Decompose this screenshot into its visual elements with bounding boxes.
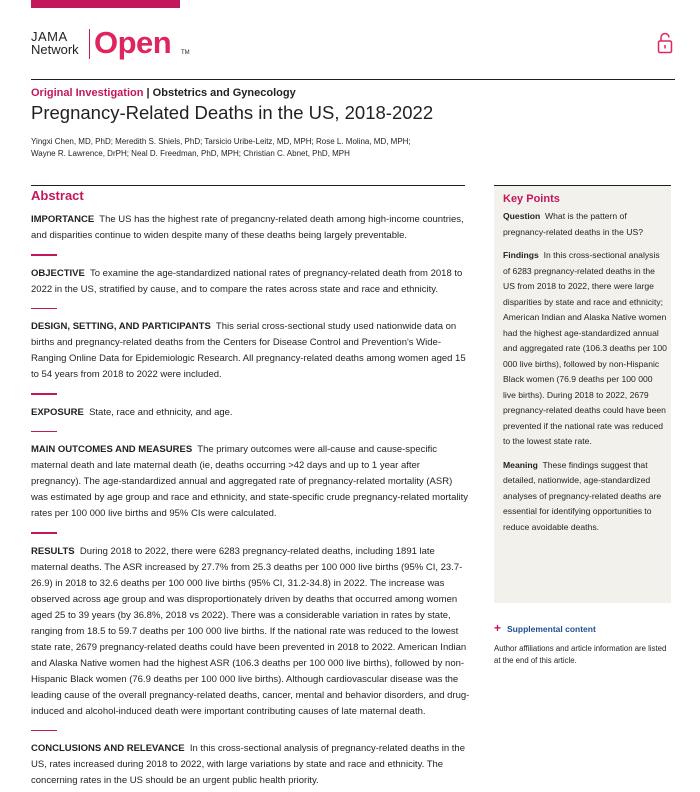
kicker-separator: | — [146, 87, 150, 99]
key-points-heading: Key Points — [503, 193, 560, 205]
section-text: During 2018 to 2022, there were 6283 pregnancy-related deaths, including 1891 late maternal deaths. The ASR increased by 27.7% from 25.3 deaths per 100 000 live births (95% CI, 23.7-26.9) in 2018 to 32.6 deaths per 100 000 live births (95% CI, 31.2-34.8) in 2022. The increase was observed across age group and was disproportionately driven by deaths that occurred among women aged 25 to 39 years (by 36.8%, 2018 vs 2022). There was a considerable variation in rates by state, ranging from 18.5 to 59.7 deaths per 100 000 live births. If the national rate was reduced to the lowest state rate, 2679 pregnancy-related deaths could have been prevented in 2018 to 2022. American Indian and Alaska Native women had the highest ASR (106.3 deaths per 100 000 live births), followed by non-Hispanic Black women (76.9 deaths per 100 000 live births). Although cardiovascular disease was the leading cause of the overall pregnancy-related deaths, cancer, mental and behavior disorders, and drug-induced and alcohol-induced death were important contributing causes of late maternal death. — [31, 545, 470, 717]
logo-network-text: Network — [31, 42, 79, 57]
section-label: EXPOSURE — [31, 406, 84, 418]
key-points-body — [503, 209, 667, 543]
section-text: The primary outcomes were all-cause and cause-specific maternal death and late maternal death (ie, deaths occurring >42 days and up to 1 year after pregnancy). The age-standardized annual and aggregated rate of pregnancy-related mortality (ASR) was estimated by age group and race and ethnicity, and state-specific crude pregnancy-related mortality rates per 100 000 live births and 95% CIs were calculated. — [31, 444, 469, 519]
key-point-label: Meaning — [503, 459, 538, 470]
section-text: State, race and ethnicity, and age. — [89, 406, 233, 418]
brand-top-bar — [31, 0, 180, 8]
section-divider — [31, 431, 57, 433]
section-label: OBJECTIVE — [31, 267, 85, 279]
section-divider — [31, 730, 57, 732]
key-point-label: Findings — [503, 250, 539, 260]
authors-line: Wayne R. Lawrence, DrPH; Neal D. Freedman, PhD, MPH; Christian C. Abnet, PhD, MPH — [31, 149, 350, 158]
abstract-heading: Abstract — [31, 188, 84, 203]
section-divider — [31, 254, 57, 256]
key-point-findings — [503, 248, 667, 450]
logo-trademark: TM — [181, 50, 190, 56]
article-kicker — [31, 86, 296, 100]
affiliations-note: Author affiliations and article information are listed at the end of this article. — [494, 644, 667, 665]
article-type[interactable]: Original Investigation — [31, 87, 144, 99]
abstract-importance — [31, 212, 471, 244]
section-text: To examine the age-standardized national rates of pregnancy-related death from 2018 to 2022 in the US, stratified by cause, and to compare the rates across state and race and ethnicity. — [31, 267, 463, 295]
abstract-conclusions — [31, 741, 471, 789]
key-point-meaning — [503, 458, 667, 536]
section-text: The US has the highest rate of pregancny-related death among high-income countries, and disparities continue to widen despite many of these deaths being largely preventable. — [31, 214, 464, 241]
section-label: IMPORTANCE — [31, 214, 95, 225]
key-points-rule — [494, 185, 671, 186]
key-point-text: These findings suggest that detailed, nationwide, age-standardized analyses of pregnancy-related deaths are essential for identifying opportunities to reduce avoidable deaths. — [503, 459, 662, 532]
key-point-text: What is the pattern of pregnancy-related deaths in the US? — [503, 211, 643, 237]
section-divider — [31, 532, 57, 534]
open-lock-icon[interactable] — [657, 32, 673, 54]
section-divider — [31, 393, 57, 395]
abstract-design — [31, 319, 471, 383]
abstract-outcomes — [31, 442, 471, 522]
section-label: RESULTS — [31, 545, 75, 557]
supplemental-label: Supplemental content — [507, 624, 596, 634]
key-point-label: Question — [503, 211, 541, 221]
logo-divider — [89, 29, 90, 59]
section-divider — [31, 308, 57, 310]
plus-icon: + — [494, 621, 502, 635]
abstract-exposure — [31, 405, 471, 421]
abstract-rule — [31, 185, 465, 186]
section-label: CONCLUSIONS AND RELEVANCE — [31, 743, 185, 754]
supplemental-content-link[interactable] — [494, 621, 596, 635]
logo-open-text: Open — [94, 25, 172, 60]
section-label: DESIGN, SETTING, AND PARTICIPANTS — [31, 321, 211, 332]
section-label: MAIN OUTCOMES AND MEASURES — [31, 444, 193, 455]
logo-jama-text: JAMA — [31, 29, 68, 44]
abstract-body — [31, 212, 471, 789]
key-points-panel — [494, 185, 671, 603]
key-point-question — [503, 209, 667, 240]
header-rule — [31, 79, 675, 80]
author-list — [31, 136, 451, 160]
section-text: In this cross-sectional analysis of pregnancy-related deaths in the US, rates increased during 2018 to 2022, with large variations by state and race and ethnicity. The concerning rates in the US should be an urgent public health priority. — [31, 743, 465, 786]
authors-line: Yingxi Chen, MD, PhD; Meredith S. Shiels, PhD; Tarsicio Uribe-Leitz, MD, MPH; Rose L. Molina, MD, MPH; — [31, 137, 411, 146]
abstract-objective — [31, 266, 471, 298]
article-section[interactable]: Obstetrics and Gynecology — [152, 87, 296, 99]
key-point-text: In this cross-sectional analysis of 6283 pregnancy-related deaths in the US from 2018 to 2022, there were large disparities by state and race and ethnicity; American Indian and Alaska Native women had the highest age-standardized annual and aggregated rate (106.3 deaths per 100 000 live births), followed by non-Hispanic Black women (76.9 deaths per 100 000 live births). During 2018 to 2022, 2679 pregnancy-related deaths could have been prevented if the national rate was reduced to the lowest state rate. — [503, 250, 667, 446]
abstract-results — [31, 544, 471, 720]
article-title: Pregnancy-Related Deaths in the US, 2018-2022 — [31, 102, 434, 123]
section-text: This serial cross-sectional study used nationwide data on births and pregnancy-related deaths from the Centers for Disease Control and Prevention's Wide-Ranging Online Data for Epidemiologic Research. All pregnancy-related deaths among women aged 15 to 54 years from 2018 to 2022 were included. — [31, 321, 466, 380]
